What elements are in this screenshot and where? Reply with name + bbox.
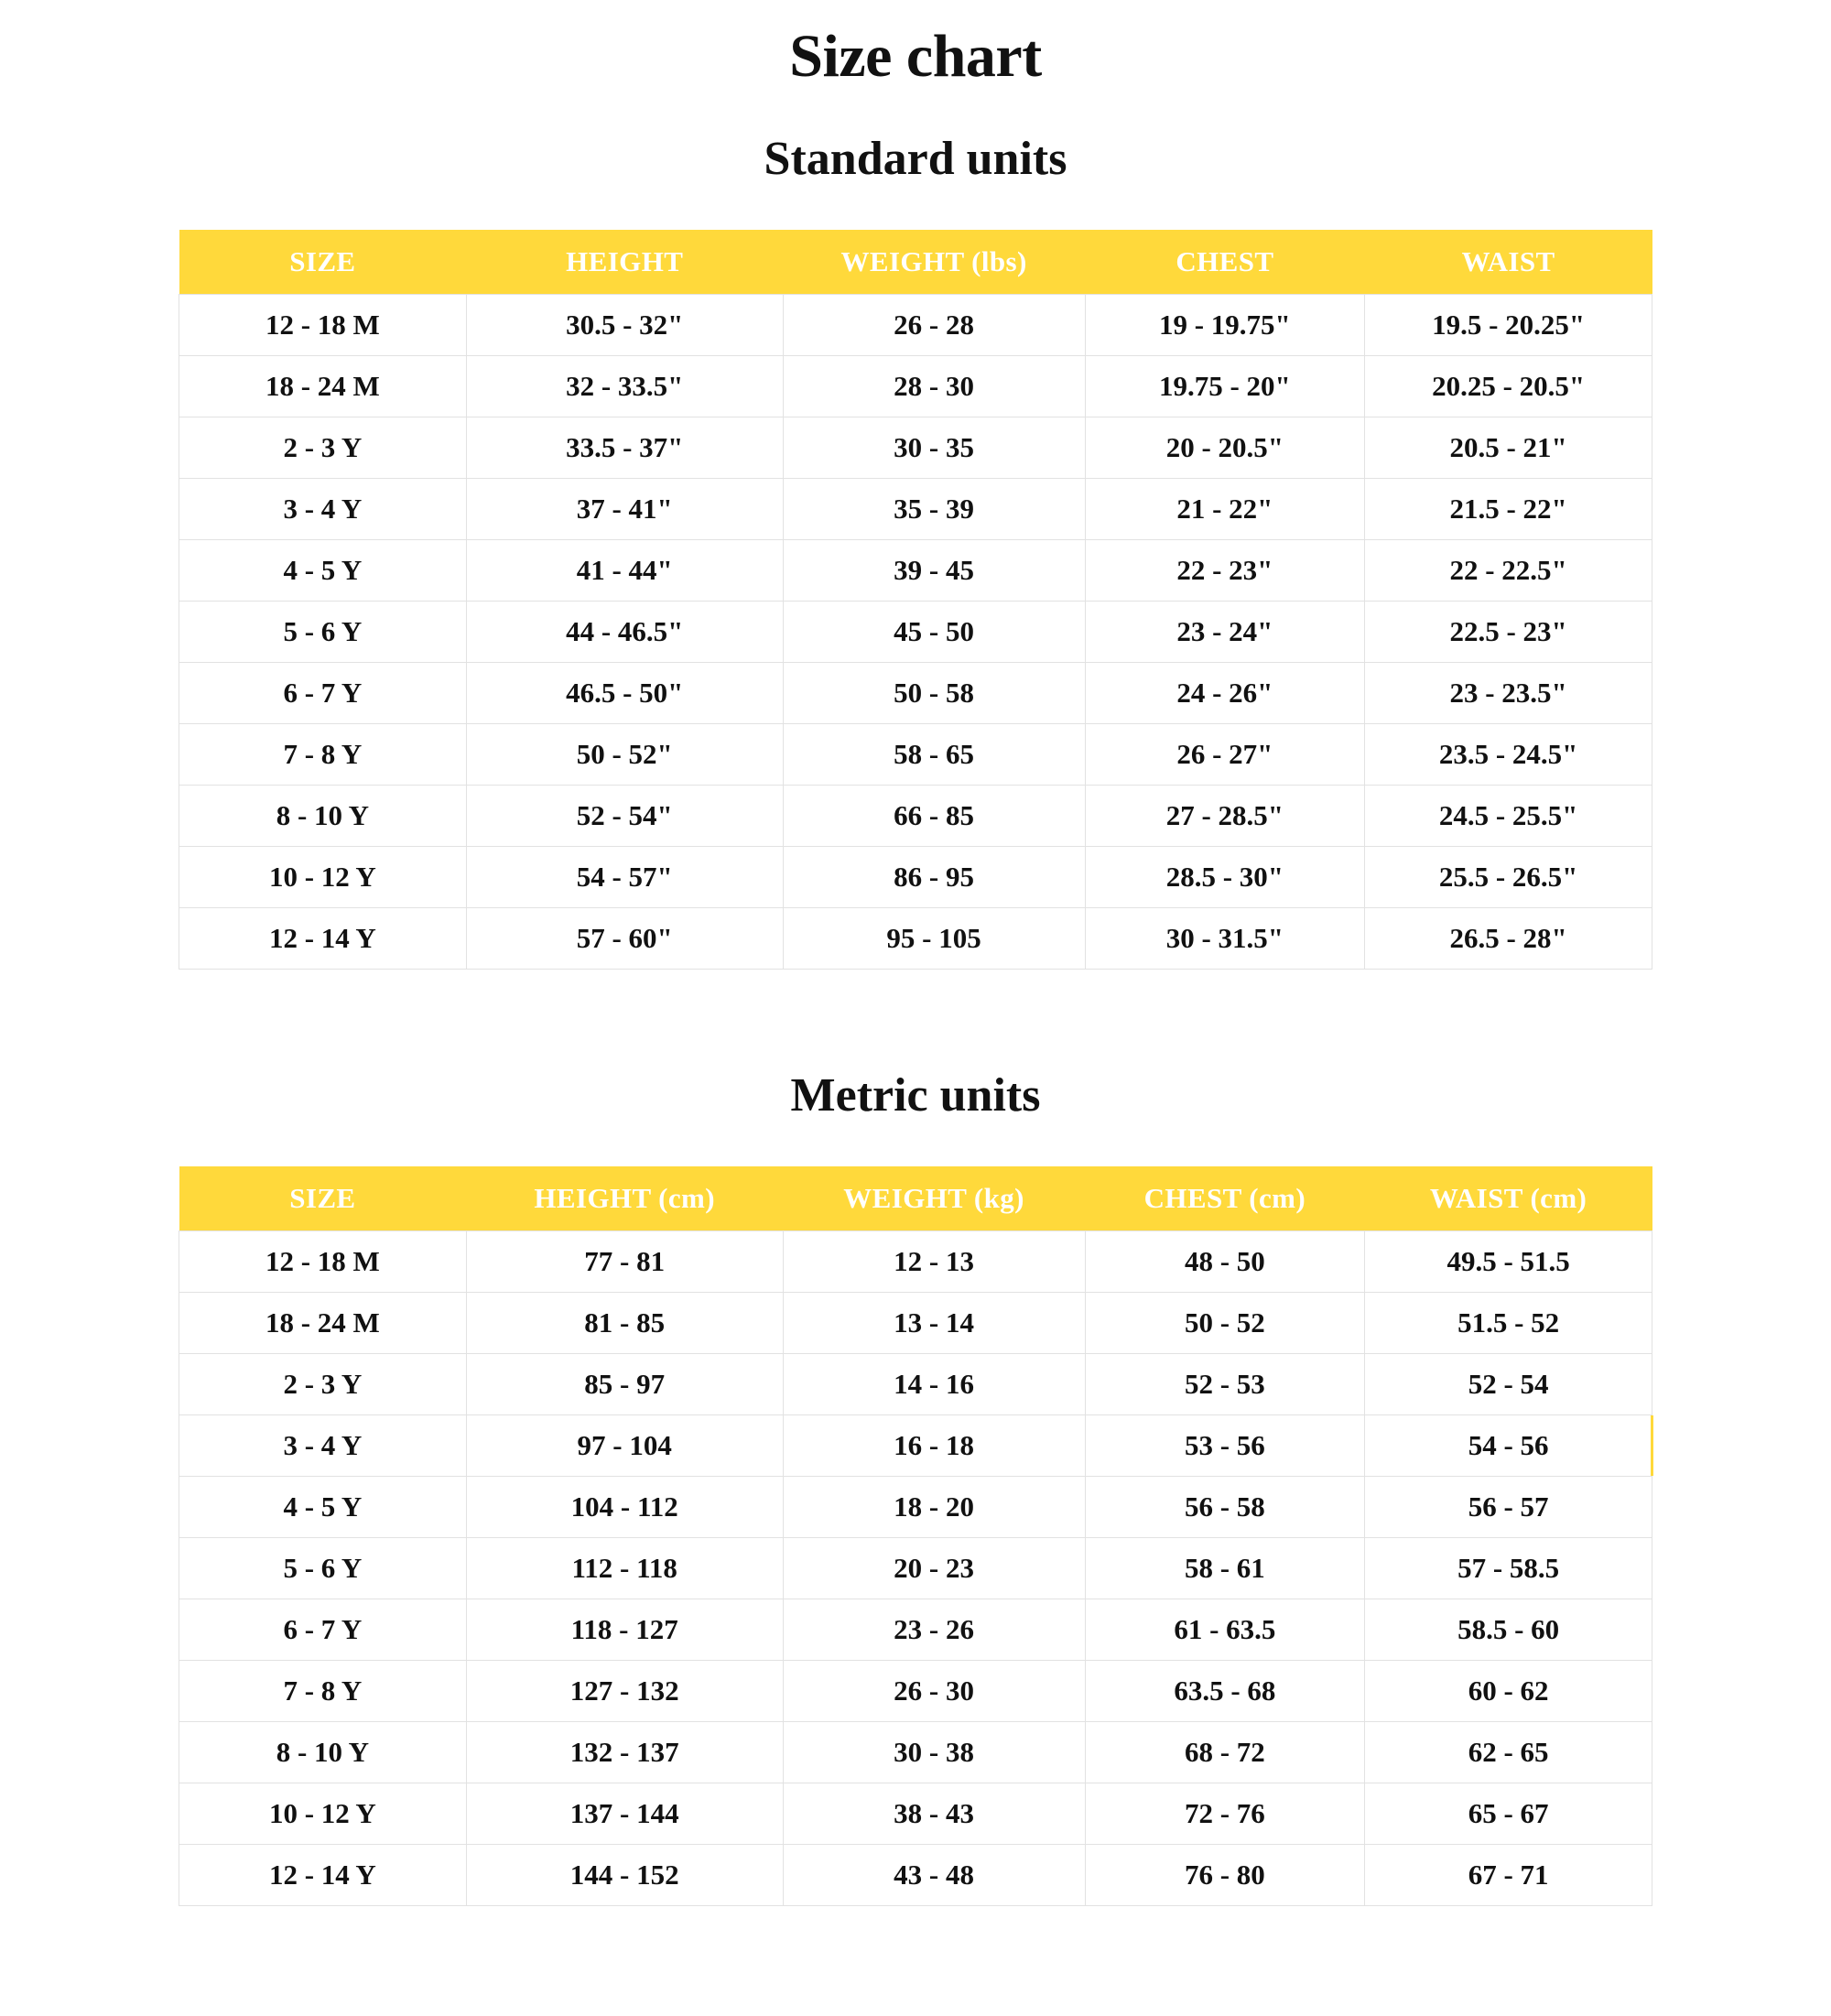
cell-weight: 45 - 50 xyxy=(783,602,1085,663)
table-row-highlighted xyxy=(179,1415,1652,1477)
cell-size: 3 - 4 Y xyxy=(179,1415,467,1477)
cell-height: 30.5 - 32" xyxy=(466,295,783,356)
standard-units-table-wrap xyxy=(179,230,1652,970)
cell-chest: 63.5 - 68 xyxy=(1085,1661,1365,1722)
cell-size: 3 - 4 Y xyxy=(179,479,467,540)
cell-waist: 52 - 54 xyxy=(1365,1354,1652,1415)
cell-weight: 18 - 20 xyxy=(783,1477,1085,1538)
cell-height: 57 - 60" xyxy=(466,908,783,970)
cell-size: 6 - 7 Y xyxy=(179,663,467,724)
cell-size: 4 - 5 Y xyxy=(179,1477,467,1538)
cell-weight: 16 - 18 xyxy=(783,1415,1085,1477)
cell-waist: 22.5 - 23" xyxy=(1365,602,1652,663)
cell-waist: 25.5 - 26.5" xyxy=(1365,847,1652,908)
cell-waist: 20.5 - 21" xyxy=(1365,417,1652,479)
standard-units-table xyxy=(179,230,1652,970)
cell-chest: 26 - 27" xyxy=(1085,724,1365,786)
table-row xyxy=(179,1293,1652,1354)
cell-height: 46.5 - 50" xyxy=(466,663,783,724)
cell-weight: 28 - 30 xyxy=(783,356,1085,417)
cell-waist: 20.25 - 20.5" xyxy=(1365,356,1652,417)
table-row xyxy=(179,908,1652,970)
cell-weight: 66 - 85 xyxy=(783,786,1085,847)
cell-height: 37 - 41" xyxy=(466,479,783,540)
cell-waist: 23.5 - 24.5" xyxy=(1365,724,1652,786)
cell-weight: 12 - 13 xyxy=(783,1231,1085,1293)
cell-weight: 38 - 43 xyxy=(783,1783,1085,1845)
cell-height: 41 - 44" xyxy=(466,540,783,602)
cell-weight: 14 - 16 xyxy=(783,1354,1085,1415)
cell-height: 104 - 112 xyxy=(466,1477,783,1538)
cell-height: 33.5 - 37" xyxy=(466,417,783,479)
cell-size: 12 - 14 Y xyxy=(179,908,467,970)
column-header-weight: WEIGHT (lbs) xyxy=(783,230,1085,295)
cell-weight: 58 - 65 xyxy=(783,724,1085,786)
table-row xyxy=(179,1354,1652,1415)
cell-height: 127 - 132 xyxy=(466,1661,783,1722)
column-header-waist: WAIST xyxy=(1365,230,1652,295)
cell-chest: 21 - 22" xyxy=(1085,479,1365,540)
table-row xyxy=(179,1661,1652,1722)
cell-height: 97 - 104 xyxy=(466,1415,783,1477)
cell-chest: 53 - 56 xyxy=(1085,1415,1365,1477)
table-row xyxy=(179,847,1652,908)
table-row xyxy=(179,1538,1652,1599)
cell-size: 18 - 24 M xyxy=(179,1293,467,1354)
cell-waist: 62 - 65 xyxy=(1365,1722,1652,1783)
cell-size: 7 - 8 Y xyxy=(179,724,467,786)
cell-weight: 23 - 26 xyxy=(783,1599,1085,1661)
cell-chest: 22 - 23" xyxy=(1085,540,1365,602)
cell-waist: 23 - 23.5" xyxy=(1365,663,1652,724)
table-row xyxy=(179,1477,1652,1538)
cell-height: 112 - 118 xyxy=(466,1538,783,1599)
cell-waist: 67 - 71 xyxy=(1365,1845,1652,1906)
cell-waist: 60 - 62 xyxy=(1365,1661,1652,1722)
column-header-weight: WEIGHT (kg) xyxy=(783,1166,1085,1231)
cell-size: 2 - 3 Y xyxy=(179,417,467,479)
cell-weight: 86 - 95 xyxy=(783,847,1085,908)
cell-weight: 95 - 105 xyxy=(783,908,1085,970)
cell-chest: 27 - 28.5" xyxy=(1085,786,1365,847)
cell-size: 7 - 8 Y xyxy=(179,1661,467,1722)
metric-table-head xyxy=(179,1166,1652,1231)
cell-weight: 39 - 45 xyxy=(783,540,1085,602)
table-row xyxy=(179,663,1652,724)
cell-size: 6 - 7 Y xyxy=(179,1599,467,1661)
cell-waist: 21.5 - 22" xyxy=(1365,479,1652,540)
cell-height: 44 - 46.5" xyxy=(466,602,783,663)
table-row xyxy=(179,1231,1652,1293)
column-header-chest: CHEST xyxy=(1085,230,1365,295)
cell-waist: 19.5 - 20.25" xyxy=(1365,295,1652,356)
cell-weight: 43 - 48 xyxy=(783,1845,1085,1906)
table-row xyxy=(179,602,1652,663)
cell-waist-highlighted: 54 - 56 xyxy=(1365,1415,1652,1477)
cell-size: 5 - 6 Y xyxy=(179,1538,467,1599)
standard-table-head xyxy=(179,230,1652,295)
cell-chest: 19.75 - 20" xyxy=(1085,356,1365,417)
cell-chest: 30 - 31.5" xyxy=(1085,908,1365,970)
column-header-size: SIZE xyxy=(179,1166,467,1231)
cell-waist: 51.5 - 52 xyxy=(1365,1293,1652,1354)
cell-waist: 57 - 58.5 xyxy=(1365,1538,1652,1599)
cell-chest: 48 - 50 xyxy=(1085,1231,1365,1293)
cell-chest: 52 - 53 xyxy=(1085,1354,1365,1415)
cell-height: 85 - 97 xyxy=(466,1354,783,1415)
cell-weight: 20 - 23 xyxy=(783,1538,1085,1599)
cell-size: 4 - 5 Y xyxy=(179,540,467,602)
cell-size: 2 - 3 Y xyxy=(179,1354,467,1415)
table-header-row xyxy=(179,1166,1652,1231)
cell-waist: 26.5 - 28" xyxy=(1365,908,1652,970)
cell-height: 144 - 152 xyxy=(466,1845,783,1906)
cell-chest: 72 - 76 xyxy=(1085,1783,1365,1845)
cell-waist: 58.5 - 60 xyxy=(1365,1599,1652,1661)
table-row xyxy=(179,1845,1652,1906)
column-header-chest: CHEST (cm) xyxy=(1085,1166,1365,1231)
metric-units-table xyxy=(179,1166,1652,1906)
column-header-height: HEIGHT (cm) xyxy=(466,1166,783,1231)
cell-size: 8 - 10 Y xyxy=(179,786,467,847)
table-row xyxy=(179,724,1652,786)
cell-size: 12 - 18 M xyxy=(179,1231,467,1293)
cell-size: 12 - 14 Y xyxy=(179,1845,467,1906)
table-row xyxy=(179,540,1652,602)
page-title: Size chart xyxy=(789,23,1042,90)
cell-chest: 23 - 24" xyxy=(1085,602,1365,663)
cell-height: 132 - 137 xyxy=(466,1722,783,1783)
cell-height: 50 - 52" xyxy=(466,724,783,786)
cell-height: 137 - 144 xyxy=(466,1783,783,1845)
column-header-waist: WAIST (cm) xyxy=(1365,1166,1652,1231)
table-row xyxy=(179,356,1652,417)
column-header-height: HEIGHT xyxy=(466,230,783,295)
cell-waist: 56 - 57 xyxy=(1365,1477,1652,1538)
cell-height: 52 - 54" xyxy=(466,786,783,847)
cell-waist: 49.5 - 51.5 xyxy=(1365,1231,1652,1293)
cell-size: 5 - 6 Y xyxy=(179,602,467,663)
table-row xyxy=(179,295,1652,356)
cell-chest: 24 - 26" xyxy=(1085,663,1365,724)
table-row xyxy=(179,1722,1652,1783)
metric-table-body xyxy=(179,1231,1652,1906)
cell-weight: 35 - 39 xyxy=(783,479,1085,540)
standard-table-body xyxy=(179,295,1652,970)
cell-chest: 76 - 80 xyxy=(1085,1845,1365,1906)
cell-chest: 68 - 72 xyxy=(1085,1722,1365,1783)
cell-height: 77 - 81 xyxy=(466,1231,783,1293)
cell-weight: 26 - 30 xyxy=(783,1661,1085,1722)
table-row xyxy=(179,1599,1652,1661)
cell-weight: 30 - 35 xyxy=(783,417,1085,479)
cell-size: 8 - 10 Y xyxy=(179,1722,467,1783)
cell-height: 118 - 127 xyxy=(466,1599,783,1661)
cell-chest: 50 - 52 xyxy=(1085,1293,1365,1354)
cell-height: 32 - 33.5" xyxy=(466,356,783,417)
cell-size: 10 - 12 Y xyxy=(179,1783,467,1845)
cell-waist: 24.5 - 25.5" xyxy=(1365,786,1652,847)
cell-height: 54 - 57" xyxy=(466,847,783,908)
table-header-row xyxy=(179,230,1652,295)
cell-weight: 30 - 38 xyxy=(783,1722,1085,1783)
cell-weight: 13 - 14 xyxy=(783,1293,1085,1354)
table-row xyxy=(179,479,1652,540)
cell-waist: 65 - 67 xyxy=(1365,1783,1652,1845)
section-title-metric: Metric units xyxy=(790,1069,1041,1122)
cell-chest: 19 - 19.75" xyxy=(1085,295,1365,356)
cell-chest: 58 - 61 xyxy=(1085,1538,1365,1599)
table-row xyxy=(179,417,1652,479)
cell-weight: 50 - 58 xyxy=(783,663,1085,724)
section-title-standard: Standard units xyxy=(764,133,1067,185)
cell-waist: 22 - 22.5" xyxy=(1365,540,1652,602)
cell-chest: 20 - 20.5" xyxy=(1085,417,1365,479)
size-chart-page xyxy=(0,22,1831,1943)
cell-height: 81 - 85 xyxy=(466,1293,783,1354)
table-row xyxy=(179,1783,1652,1845)
cell-size: 12 - 18 M xyxy=(179,295,467,356)
cell-weight: 26 - 28 xyxy=(783,295,1085,356)
metric-units-table-wrap xyxy=(179,1166,1652,1906)
cell-chest: 28.5 - 30" xyxy=(1085,847,1365,908)
cell-size: 18 - 24 M xyxy=(179,356,467,417)
cell-size: 10 - 12 Y xyxy=(179,847,467,908)
cell-chest: 56 - 58 xyxy=(1085,1477,1365,1538)
table-row xyxy=(179,786,1652,847)
cell-chest: 61 - 63.5 xyxy=(1085,1599,1365,1661)
column-header-size: SIZE xyxy=(179,230,467,295)
